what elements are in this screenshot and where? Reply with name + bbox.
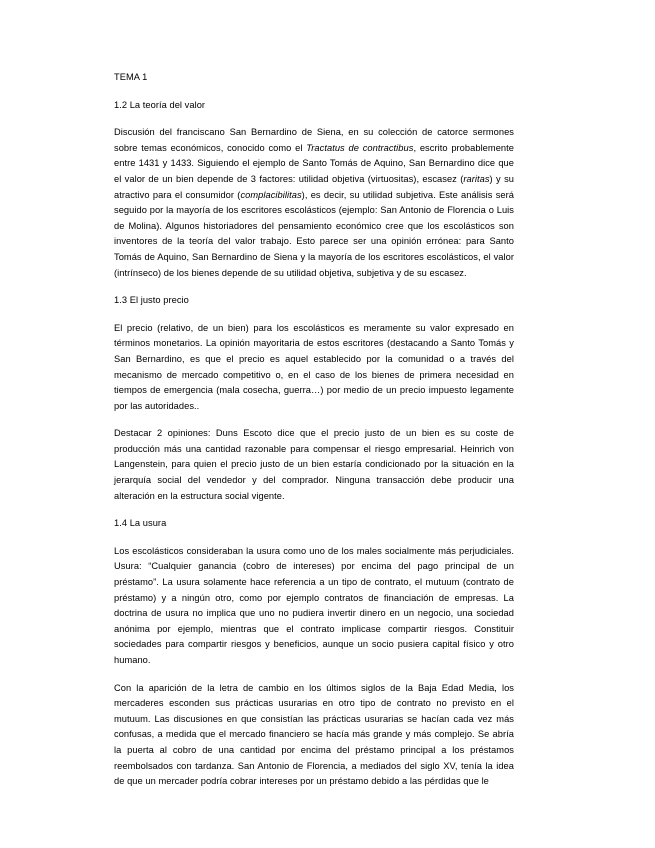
paragraph-justo-precio-1: El precio (relativo, de un bien) para los escolásticos es meramente su valor expresado en términos monetarios. La opinión mayoritaria de estos escritores (destacando a Santo Tomás y San Bernardino, es que el precio es aquel establecido por la comunidad o a través del mecanismo de mercado competitivo o, en el caso de los bienes de primera necesidad en tiempos de emergencia (mala cosecha, guerra…) por medio de un precio impuesto legamente por las autoridades.. — [114, 322, 514, 411]
paragraph-usura-2: Con la aparición de la letra de cambio en los últimos siglos de la Baja Edad Media, los mercaderes esconden sus prácticas usurarias en otro tipo de contrato no previsto en el mutuum. Las discusiones en que consistían las prácticas usurarias se hacían cada vez más confusas, a medida que el mercado financiero se hacía más grande y más complejo. Se abría la puerta al cobro de una cantidad por encima del préstamo principal a los préstamos reembolsados con tardanza. San Antonio de Florencia, a mediados del siglo XV, tenía la idea de que un mercader podría cobrar intereses por un préstamo debido a las pérdidas que le — [114, 682, 514, 787]
section-heading-valor: 1.2 La teoría del valor — [114, 99, 206, 110]
text-run: ) y su atractivo para el consumidor ( — [114, 173, 514, 200]
section-heading-usura: 1.4 La usura — [114, 518, 167, 529]
paragraph-justo-precio-2: Destacar 2 opiniones: Duns Escoto dice que el precio justo de un bien es su coste de producción más una cantidad razonable para compensar el riesgo empresarial. Heinrich von Langenstein, para quien el precio justo de un bien estaría condicionado por la situación en la jerarquía social del vendedor y del comprador. Ninguna transacción debe producir una alteración en la estructura social vigente. — [114, 428, 514, 501]
document-body — [114, 70, 514, 790]
italic-run: raritas — [463, 173, 490, 184]
paragraph-usura-1: Los escolásticos consideraban la usura como uno de los males socialmente más perjudiciales. Usura: “Cualquier ganancia (cobro de intereses) por encima del pago principal de un préstamo”. La usura solamente hace referencia a un tipo de contrato, el mutuum (contrato de préstamo) y a ningún otro, como por ejemplo contratos de financiación de empresas. La doctrina de usura no implica que uno no pudiera invertir dinero en un negocio, una sociedad anónima por ejemplo, mientras que el contrato implicase compartir riesgos. Constituir sociedades para compartir riesgos y beneficios, aunque un socio pusiera capital físico y otro humano. — [114, 545, 514, 665]
section-heading-justo-precio: 1.3 El justo precio — [114, 295, 189, 306]
italic-run: Tractatus de contractibus — [306, 142, 414, 153]
document-title: TEMA 1 — [114, 72, 148, 82]
text-run: Discusión del franciscano San Bernardino de Siena, en su colección de catorce sermones sobre temas económicos, conocido como el — [114, 127, 514, 153]
text-run: ), es decir, su utilidad subjetiva. Este análisis será seguido por la mayoría de los escritores escolásticos (ejemplo: San Antonio de Florencia o Luis de Molina). Algunos historiadores del pensamiento económico cree que los escolásticos son inventores de la teoría del valor trabajo. Esto parece ser una opinión errónea: para Santo Tomás de Aquino, San Bernardino de Siena y la mayoría de los escritores escolásticos, el valor (intrínseco) de los bienes depende de su utilidad objetiva, subjetiva y de su escasez. — [114, 189, 514, 278]
paragraph-valor — [114, 125, 514, 281]
italic-run: complacibilitas — [240, 189, 302, 200]
text-run: , escrito probablemente entre 1431 y 1433. Siguiendo el ejemplo de Santo Tomás de Aquino, San Bernardino dice que el valor de un bien depende de 3 factores: utilidad objetiva (virtuositas), escasez ( — [114, 142, 514, 184]
